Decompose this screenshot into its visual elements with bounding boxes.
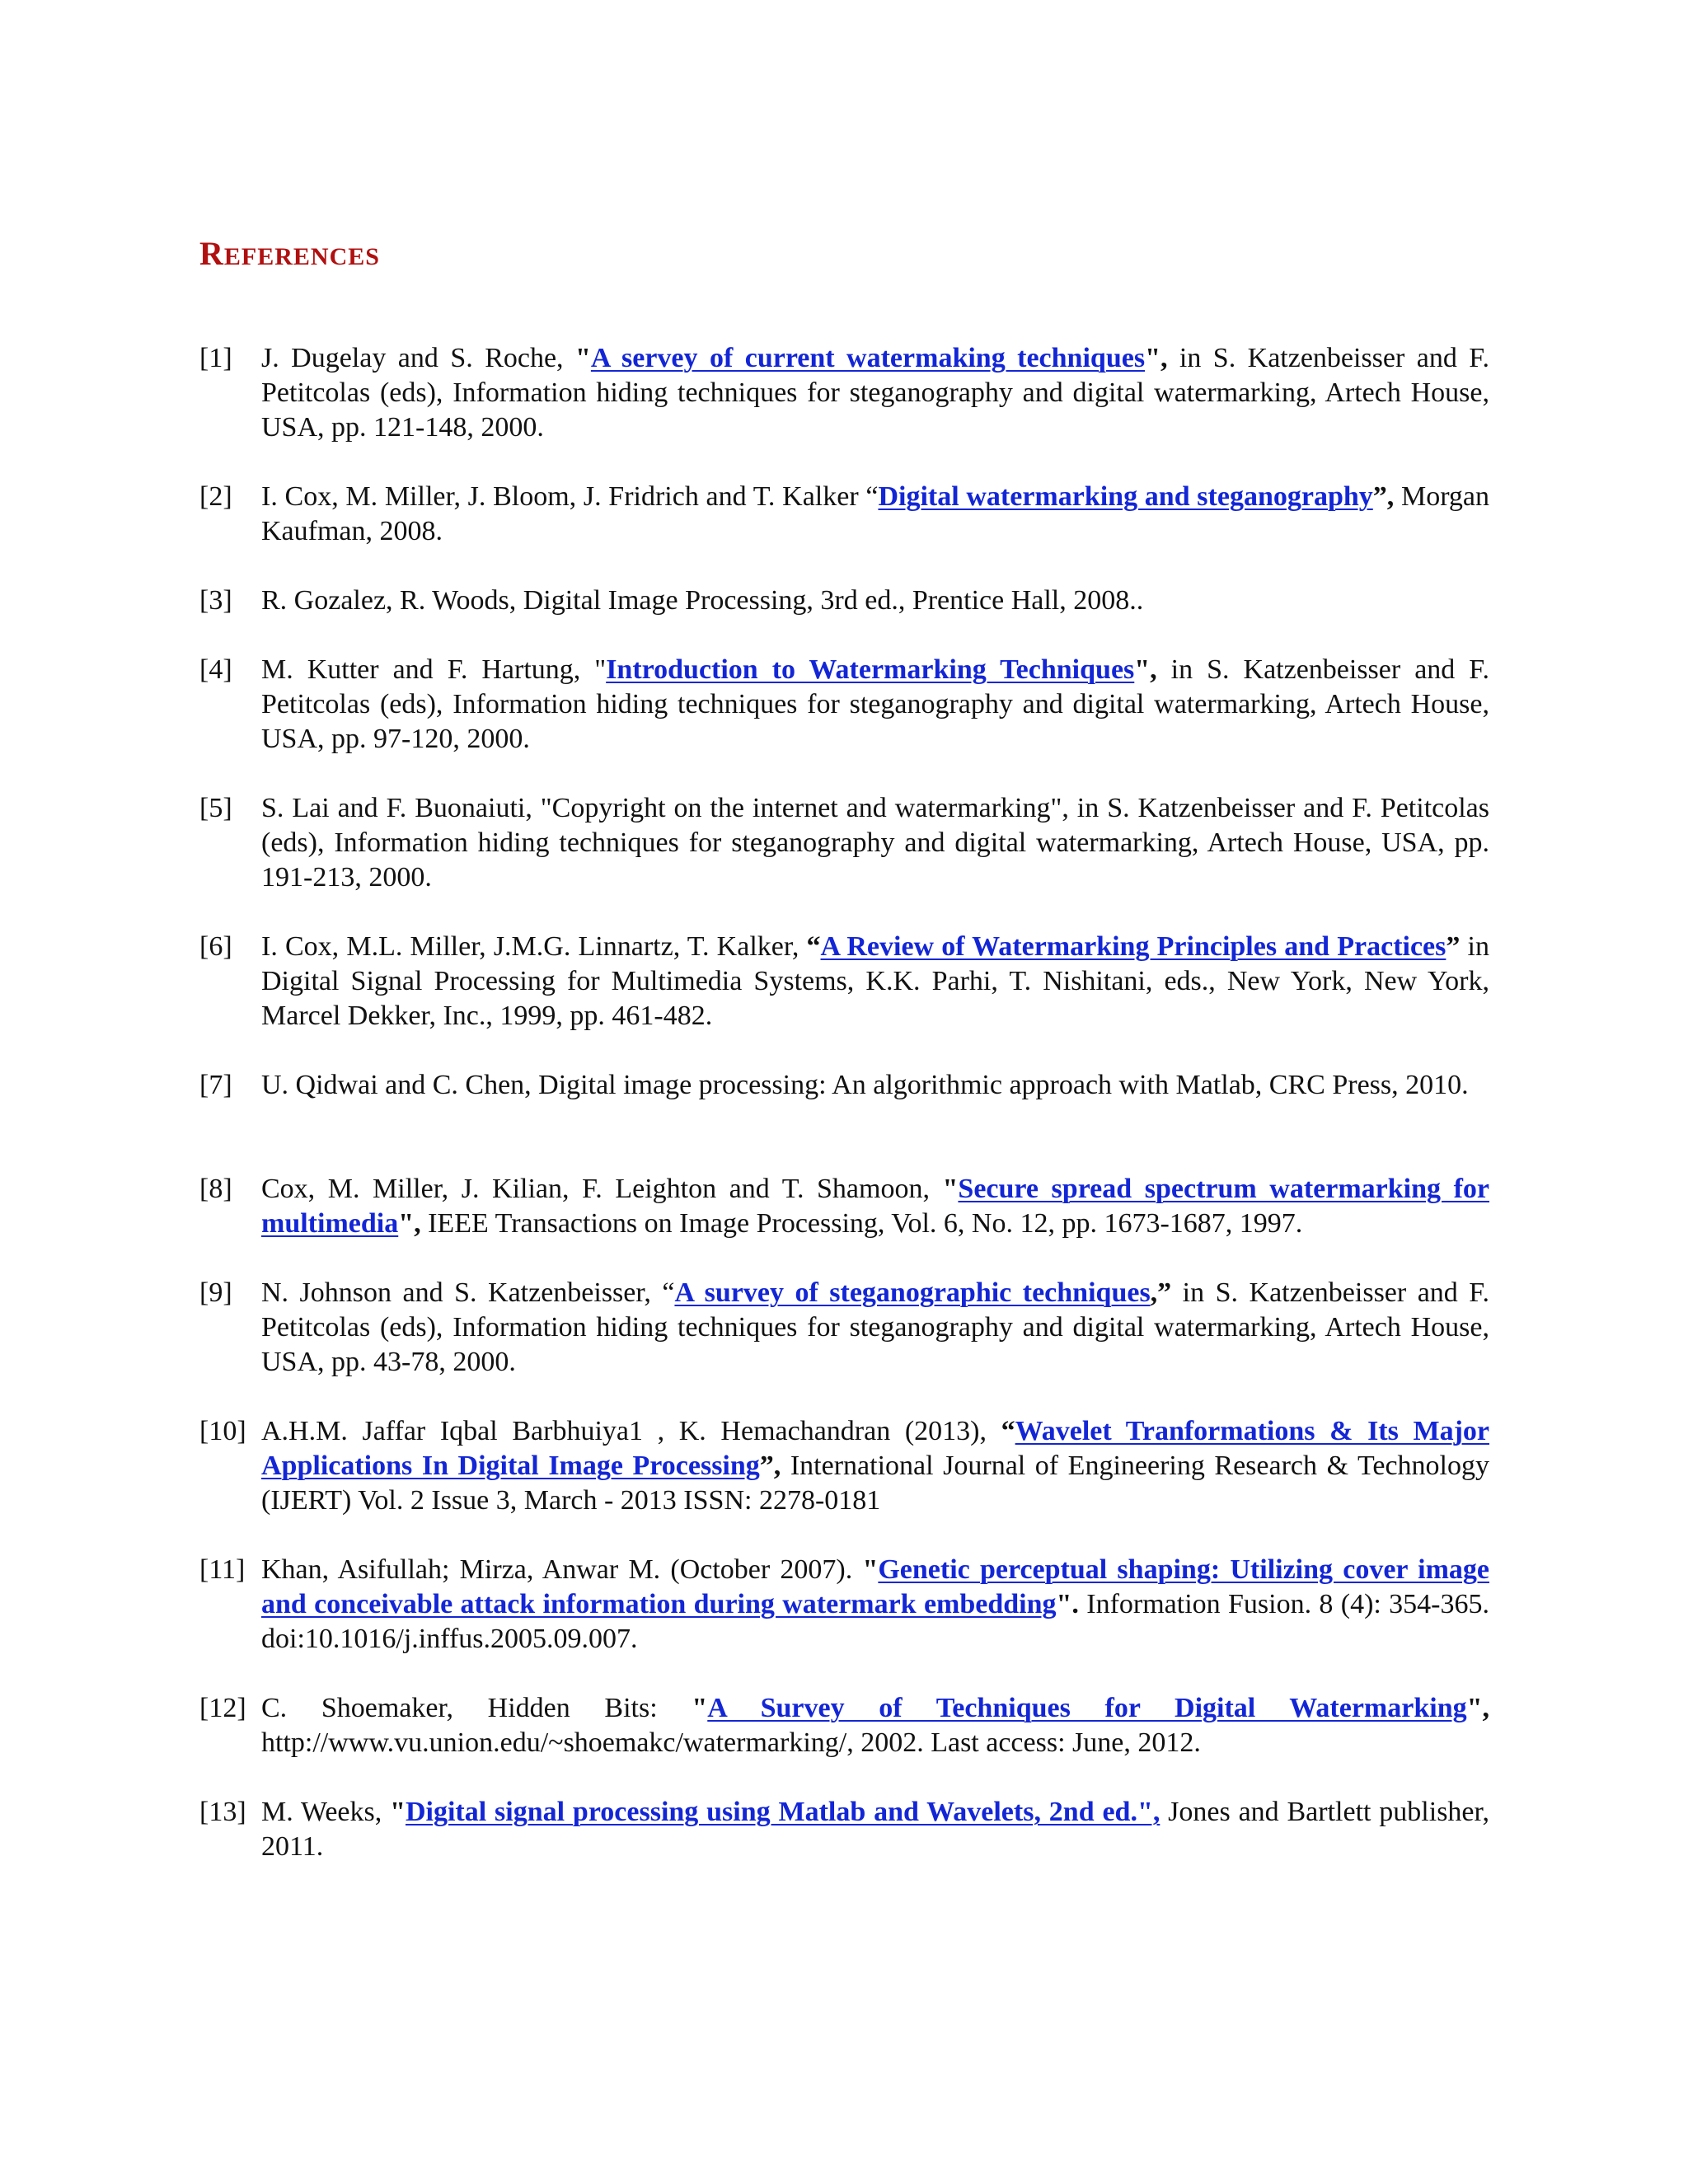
- reference-link-6[interactable]: A Review of Watermarking Principles and Practices: [820, 931, 1447, 962]
- reference-text: U. Qidwai and C. Chen, Digital image processing: An algorithmic approach with Matlab, CRC Press, 2010.: [261, 1070, 1469, 1100]
- reference-text: I. Cox, M. Miller, J. Bloom, J. Fridrich and T. Kalker “Digital watermarking and steganography”, Morgan Kaufman, 2008.: [261, 481, 1490, 546]
- reference-item-12: [199, 1691, 1489, 1760]
- reference-item-10: [199, 1414, 1489, 1518]
- reference-item-1: [199, 341, 1489, 445]
- reference-item-2: [199, 480, 1489, 549]
- reference-number: [2]: [199, 481, 232, 512]
- reference-number: [10]: [199, 1416, 246, 1446]
- reference-item-13: [199, 1795, 1489, 1864]
- reference-item-11: [199, 1553, 1489, 1657]
- reference-link-12[interactable]: A Survey of Techniques for Digital Watermarking: [707, 1693, 1467, 1723]
- reference-link-13[interactable]: Digital signal processing using Matlab and Wavelets, 2nd ed.",: [405, 1797, 1160, 1827]
- reference-item-4: [199, 653, 1489, 757]
- heading-first-letter: R: [199, 235, 224, 272]
- reference-text: R. Gozalez, R. Woods, Digital Image Processing, 3rd ed., Prentice Hall, 2008..: [261, 585, 1144, 616]
- reference-text: N. Johnson and S. Katzenbeisser, “A survey of steganographic techniques,” in S. Katzenbeisser and F. Petitcolas (eds), Information hiding techniques for steganography and digital watermarking, Artech House, USA, pp. 43-78, 2000.: [261, 1277, 1489, 1377]
- reference-link-2[interactable]: Digital watermarking and steganography: [878, 481, 1373, 512]
- reference-link-4[interactable]: Introduction to Watermarking Techniques: [606, 654, 1135, 685]
- reference-item-7: [199, 1068, 1489, 1103]
- reference-link-10[interactable]: Wavelet Tranformations & Its Major Applications In Digital Image Processing: [261, 1416, 1489, 1481]
- reference-text: A.H.M. Jaffar Iqbal Barbhuiya1 , K. Hemachandran (2013), “Wavelet Tranformations & Its Major Applications In Digital Image Processing”, International Journal of Engineering Research & Technology (IJERT) Vol. 2 Issue 3, March - 2013 ISSN: 2278-0181: [261, 1416, 1490, 1516]
- reference-link-11[interactable]: Genetic perceptual shaping: Utilizing cover image and conceivable attack information during watermark embedding: [261, 1554, 1489, 1619]
- reference-item-3: [199, 583, 1489, 618]
- reference-number: [12]: [199, 1693, 246, 1723]
- reference-text: C. Shoemaker, Hidden Bits: "A Survey of Techniques for Digital Watermarking", http://www.vu.union.edu/~shoemakc/watermarking/, 2002. Last access: June, 2012.: [261, 1693, 1489, 1758]
- reference-number: [4]: [199, 654, 232, 685]
- reference-text: I. Cox, M.L. Miller, J.M.G. Linnartz, T. Kalker, “A Review of Watermarking Principles and Practices” in Digital Signal Processing for Multimedia Systems, K.K. Parhi, T. Nishitani, eds., New York, New York, Marcel Dekker, Inc., 1999, pp. 461-482.: [261, 931, 1489, 1031]
- reference-link-1[interactable]: A servey of current watermaking techniques: [590, 343, 1146, 373]
- reference-number: [3]: [199, 585, 232, 616]
- reference-item-6: [199, 930, 1489, 1033]
- reference-number: [6]: [199, 931, 232, 962]
- reference-item-9: [199, 1276, 1489, 1380]
- reference-number: [5]: [199, 793, 232, 823]
- reference-number: [9]: [199, 1277, 232, 1308]
- reference-link-8[interactable]: Secure spread spectrum watermarking for multimedia: [261, 1174, 1489, 1239]
- reference-link-9[interactable]: A survey of steganographic techniques: [674, 1277, 1151, 1308]
- reference-text: M. Weeks, "Digital signal processing using Matlab and Wavelets, 2nd ed.", Jones and Bartlett publisher, 2011.: [261, 1797, 1489, 1862]
- reference-number: [8]: [199, 1174, 232, 1204]
- reference-text: J. Dugelay and S. Roche, "A servey of current watermaking techniques", in S. Katzenbeisser and F. Petitcolas (eds), Information hiding techniques for steganography and digital watermarking, Artech House, USA, pp. 121-148, 2000.: [261, 343, 1489, 443]
- reference-text: Cox, M. Miller, J. Kilian, F. Leighton and T. Shamoon, "Secure spread spectrum watermarking for multimedia", IEEE Transactions on Image Processing, Vol. 6, No. 12, pp. 1673-1687, 1997.: [261, 1174, 1489, 1239]
- reference-number: [1]: [199, 343, 232, 373]
- heading-rest: EFERENCES: [223, 243, 380, 270]
- reference-number: [7]: [199, 1070, 232, 1100]
- reference-number: [13]: [199, 1797, 246, 1827]
- reference-text: M. Kutter and F. Hartung, "Introduction to Watermarking Techniques", in S. Katzenbeisser and F. Petitcolas (eds), Information hiding techniques for steganography and digital watermarking, Artech House, USA, pp. 97-120, 2000.: [261, 654, 1489, 754]
- reference-item-8: [199, 1172, 1489, 1241]
- reference-text: S. Lai and F. Buonaiuti, "Copyright on the internet and watermarking", in S. Katzenbeisser and F. Petitcolas (eds), Information hiding techniques for steganography and digital watermarking, Artech House, USA, pp. 191-213, 2000.: [261, 793, 1489, 893]
- section-heading: [199, 234, 380, 273]
- reference-text: Khan, Asifullah; Mirza, Anwar M. (October 2007). "Genetic perceptual shaping: Utilizing cover image and conceivable attack information during watermark embedding". Information Fusion. 8 (4): 354-365. doi:10.1016/j.inffus.2005.09.007.: [261, 1554, 1489, 1654]
- reference-number: [11]: [199, 1554, 246, 1585]
- reference-item-5: [199, 791, 1489, 895]
